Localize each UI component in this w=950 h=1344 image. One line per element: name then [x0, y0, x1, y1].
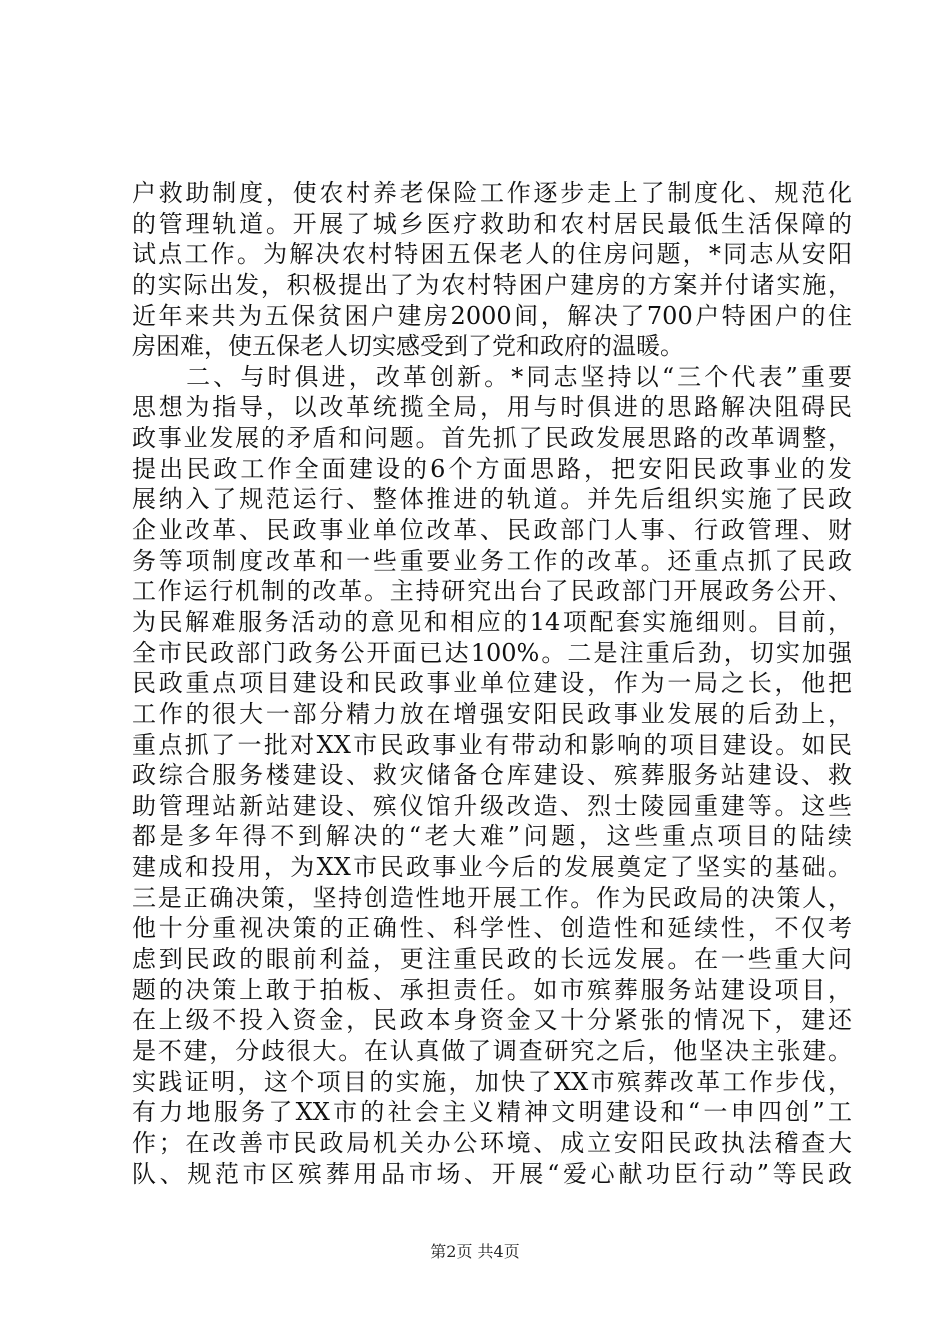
text-line: 队、规范市区殡葬用品市场、开展“爱心献功臣行动”等民政 [132, 1159, 852, 1188]
page-footer: 第2页 共4页 [430, 1242, 520, 1261]
text-line: 务等项制度改革和一些重要业务工作的改革。还重点抓了民政 [132, 546, 852, 575]
text-line: 在上级不投入资金，民政本身资金又十分紧张的情况下，建还 [132, 1006, 852, 1035]
text-line: 的管理轨道。开展了城乡医疗救助和农村居民最低生活保障的 [132, 209, 852, 238]
text-line: 都是多年得不到解决的“老大难”问题，这些重点项目的陆续 [132, 822, 852, 851]
text-line: 工作的很大一部分精力放在增强安阳民政事业发展的后劲上， [132, 699, 852, 728]
text-line: 工作运行机制的改革。主持研究出台了民政部门开展政务公开、 [132, 577, 852, 606]
text-line: 户救助制度，使农村养老保险工作逐步走上了制度化、规范化 [132, 179, 852, 207]
text-line: 他十分重视决策的正确性、科学性、创造性和延续性，不仅考 [132, 914, 852, 943]
text-line: 作；在改善市民政局机关办公环境、成立安阳民政执法稽查大 [132, 1128, 852, 1157]
text-line: 建成和投用，为XX市民政事业今后的发展奠定了坚实的基础。 [132, 853, 852, 882]
text-line: 虑到民政的眼前利益，更注重民政的长远发展。在一些重大问 [132, 945, 852, 974]
text-line: 全市民政部门政务公开面已达100%。二是注重后劲，切实加强 [132, 638, 852, 667]
text-line: 三是正确决策，坚持创造性地开展工作。作为民政局的决策人， [132, 883, 852, 912]
text-line: 政综合服务楼建设、救灾储备仓库建设、殡葬服务站建设、救 [132, 761, 852, 790]
text-line: 的实际出发，积极提出了为农村特困户建房的方案并付诸实施， [132, 270, 852, 299]
text-line: 有力地服务了XX市的社会主义精神文明建设和“一申四创”工 [132, 1098, 852, 1127]
text-line: 展纳入了规范运行、整体推进的轨道。并先后组织实施了民政 [132, 485, 852, 514]
text-line: 是不建，分歧很大。在认真做了调查研究之后，他坚决主张建。 [132, 1036, 852, 1065]
text-line: 政事业发展的矛盾和问题。首先抓了民政发展思路的改革调整， [132, 424, 852, 453]
text-line: 题的决策上敢于拍板、承担责任。如市殡葬服务站建设项目， [132, 975, 852, 1004]
text-line: 助管理站新站建设、殡仪馆升级改造、烈士陵园重建等。这些 [132, 791, 852, 820]
text-line: 房困难，使五保老人切实感受到了党和政府的温暖。 [132, 332, 684, 361]
text-line: 提出民政工作全面建设的6个方面思路，把安阳民政事业的发 [132, 454, 852, 483]
text-line: 近年来共为五保贫困户建房2000间，解决了700户特困户的住 [132, 301, 852, 330]
text-line: 实践证明，这个项目的实施，加快了XX市殡葬改革工作步伐， [132, 1067, 852, 1096]
text-line: 思想为指导，以改革统揽全局，用与时俱进的思路解决阻碍民 [132, 393, 852, 422]
text-line: 二、与时俱进，改革创新。*同志坚持以“三个代表”重要 [132, 362, 852, 391]
text-line: 重点抓了一批对XX市民政事业有带动和影响的项目建设。如民 [132, 730, 852, 759]
text-line: 试点工作。为解决农村特困五保老人的住房问题，*同志从安阳 [132, 240, 852, 269]
text-line: 企业改革、民政事业单位改革、民政部门人事、行政管理、财 [132, 516, 852, 545]
body-text [132, 178, 852, 1189]
text-line: 民政重点项目建设和民政事业单位建设，作为一局之长，他把 [132, 669, 852, 698]
text-line: 为民解难服务活动的意见和相应的14项配套实施细则。目前， [132, 607, 852, 636]
